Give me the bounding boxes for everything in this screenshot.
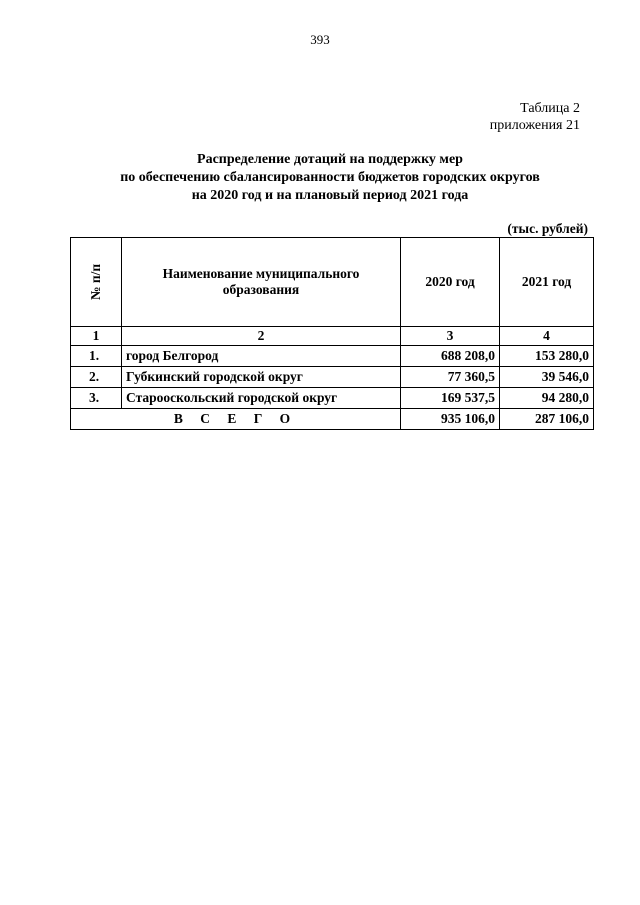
header-num-label: № п/п: [88, 263, 103, 301]
row-name: город Белгород: [122, 346, 401, 367]
column-number: 4: [500, 327, 594, 346]
table-row: [71, 388, 594, 409]
table-row: [71, 367, 594, 388]
table-ref-line1: Таблица 2: [520, 101, 580, 116]
row-num: 2.: [71, 367, 122, 388]
total-2020: 935 106,0: [401, 409, 500, 430]
row-2020: 688 208,0: [401, 346, 500, 367]
subsidy-table: [70, 237, 594, 430]
total-row: [71, 409, 594, 430]
units-label: (тыс. рублей): [507, 221, 588, 236]
row-name: Старооскольский городской округ: [122, 388, 401, 409]
row-num: 3.: [71, 388, 122, 409]
title-line1: Распределение дотаций на поддержку мер: [197, 152, 463, 167]
row-2020: 169 537,5: [401, 388, 500, 409]
row-num: 1.: [71, 346, 122, 367]
total-2021: 287 106,0: [500, 409, 594, 430]
title-line2: по обеспечению сбалансированности бюджетов городских округов: [120, 170, 540, 185]
table-header-row: [71, 238, 594, 327]
row-2021: 153 280,0: [500, 346, 594, 367]
row-2020: 77 360,5: [401, 367, 500, 388]
column-number: 1: [71, 327, 122, 346]
table-ref-line2: приложения 21: [489, 118, 580, 133]
header-num: [71, 238, 122, 327]
header-2021: 2021 год: [500, 238, 594, 327]
table-reference: [490, 100, 580, 134]
table-row: [71, 346, 594, 367]
row-name: Губкинский городской округ: [122, 367, 401, 388]
row-2021: 39 546,0: [500, 367, 594, 388]
header-name: Наименование муниципального образования: [122, 238, 401, 327]
column-number: 2: [122, 327, 401, 346]
total-label: В С Е Г О: [71, 409, 401, 430]
column-number: 3: [401, 327, 500, 346]
header-2020: 2020 год: [401, 238, 500, 327]
title-line3: на 2020 год и на плановый период 2021 года: [191, 188, 469, 203]
document-title: [60, 151, 600, 205]
page-number: 393: [310, 32, 330, 47]
row-2021: 94 280,0: [500, 388, 594, 409]
column-number-row: [71, 327, 594, 346]
